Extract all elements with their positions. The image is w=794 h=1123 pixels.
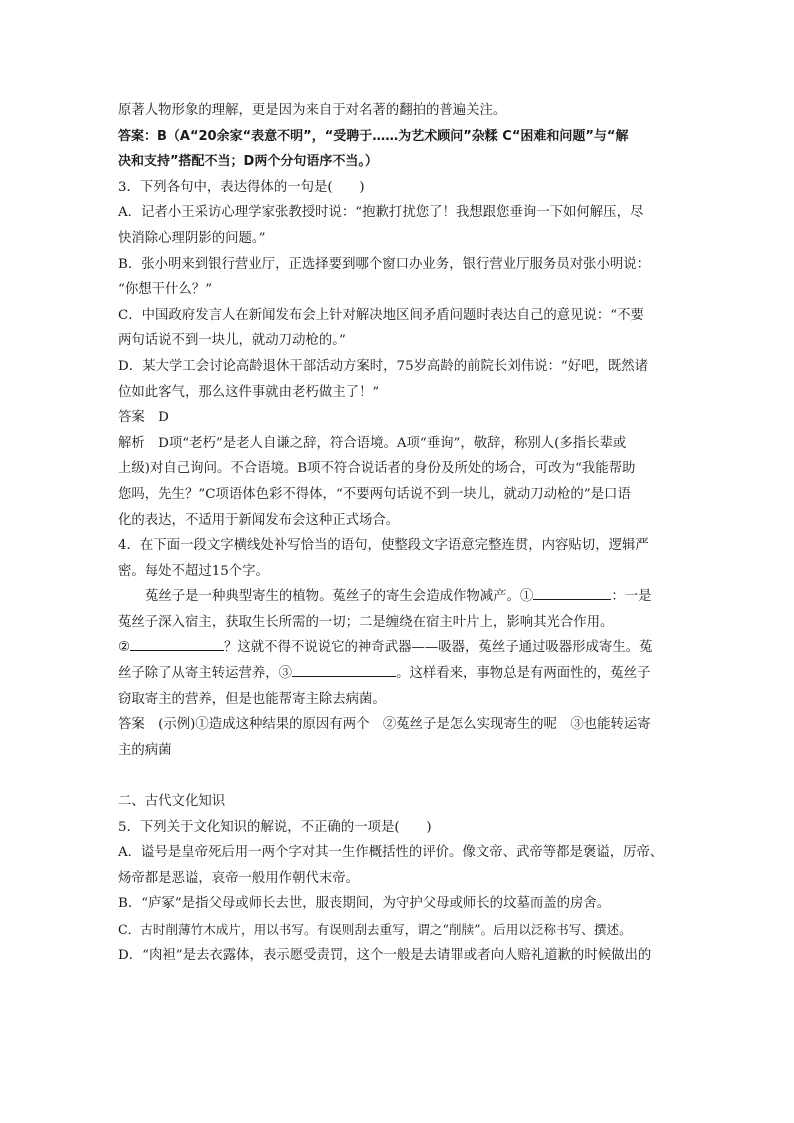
q4-stem-2: 密。每处不超过15个字。 [118,563,269,579]
q4-passage-text: ② [118,640,131,656]
q4-passage-text: ：一是 [611,589,652,605]
q4-passage-line-1 [118,584,678,610]
document-page [118,98,678,968]
intro-line: 原著人物形象的理解，更是因为来自于对名著的翻拍的普遍关注。 [118,103,507,118]
q5-stem: 5．下列关于文化知识的解说，不正确的一项是( ) [118,819,432,835]
q3-explanation-4: 化的表达，不适用于新闻发布会这种正式场合。 [118,512,400,528]
q4-passage-text: ？这就不得不说说它的神奇武器——吸器，菟丝子通过吸器形成寄生。菟 [224,640,653,656]
q5-option-a-1: A．谥号是皇帝死后用一两个字对其一生作概括性的评价。像文帝、武帝等都是褒谥，厉帝、 [118,845,664,861]
q5-option-a-2: 炀帝都是恶谥，哀帝一般用作朝代末帝。 [118,870,360,886]
q4-stem-1: 4．在下面一段文字横线处补写恰当的语句，使整段文字语意完整连贯，内容贴切，逻辑严 [118,538,649,554]
q3-explanation-2: 上级)对自己询问。不合语境。B项不符合说话者的身份及所处的场合，可改为“我能帮助 [118,461,636,477]
q3-option-a-1: A．记者小王采访心理学家张教授时说：“抱歉打扰您了！我想跟您垂询一下如何解压，尽 [118,205,644,221]
q3-option-d-1: D．某大学工会讨论高龄退休干部活动方案时，75岁高龄的前院长刘伟说：“好吧，既然诸 [118,358,649,374]
section-2-title: 二、古代文化知识 [118,794,226,810]
q3-explanation-1: 解析 D项“老朽”是老人自谦之辞，符合语境。A项“垂询”，敬辞，称别人(多指长辈或 [118,435,627,451]
blank-2 [130,636,224,651]
q3-option-b-2: “你想干什么？” [118,282,213,298]
q3-option-a-2: 快消除心理阴影的问题。” [118,230,266,246]
q3-option-c-2: 两句话说不到一块儿，就动刀动枪的。” [118,333,346,349]
q4-passage-text: 丝子除了从寄主转运营养，③ [118,666,293,682]
q4-passage-text: 菟丝子是一种典型寄生的植物。菟丝子的寄生会造成作物减产。① [145,589,534,605]
q4-passage-line-3 [118,635,678,661]
q5-option-c-1: C．古时削薄竹木成片，用以书写。有误则刮去重写，谓之“削牍”。后用以泛称书写、撰述。 [118,922,632,937]
q3-explanation-3: 您吗，先生？”C项语体色彩不得体，“不要两句话说不到一块儿，就动刀动枪的”是口语 [118,486,631,502]
q3-option-b-1: B．张小明来到银行营业厅，正选择要到哪个窗口办业务，银行营业厅服务员对张小明说： [118,256,651,272]
q4-answer-1: 答案 (示例)①造成这种结果的原因有两个 ②菟丝子是怎么实现寄生的呢 ③也能转运寄 [118,717,651,733]
q4-passage-line-2: 菟丝子深入宿主，获取生长所需的一切；二是缠绕在宿主叶片上，影响其光合作用。 [118,614,614,630]
q3-answer: 答案 D [118,410,169,426]
q4-passage-line-5: 窃取寄主的营养，但是也能帮寄主除去病菌。 [118,691,386,707]
answer-2-line-1: 答案：B（A“20余家“表意不明”，“受聘于……为艺术顾问”杂糅 C“困难和问题”与“解 [118,128,629,144]
q4-answer-2: 主的病菌 [118,742,172,758]
q3-option-c-1: C．中国政府发言人在新闻发布会上针对解决地区间矛盾问题时表达自己的意见说：“不要 [118,307,644,323]
blank-1 [533,585,611,600]
q3-stem: 3．下列各句中，表达得体的一句是( ) [118,179,365,195]
q4-passage-text: 。这样看来，事物总是有两面性的，菟丝子 [396,666,651,682]
q5-option-d-1: D．“肉袒”是去衣露体，表示愿受责罚，这个一般是去请罪或者向人赔礼道歉的时候做出的 [118,947,652,963]
q5-option-b-1: B．“庐冢”是指父母或师长去世，服丧期间，为守护父母或师长的坟墓而盖的房舍。 [118,896,611,912]
q4-passage-line-4 [118,661,678,687]
section-gap [118,763,678,789]
q3-option-d-2: 位如此客气，那么这件事就由老朽做主了！” [118,384,380,400]
blank-3 [292,662,396,677]
answer-2-line-2: 决和支持”搭配不当；D两个分句语序不当。） [118,154,378,170]
